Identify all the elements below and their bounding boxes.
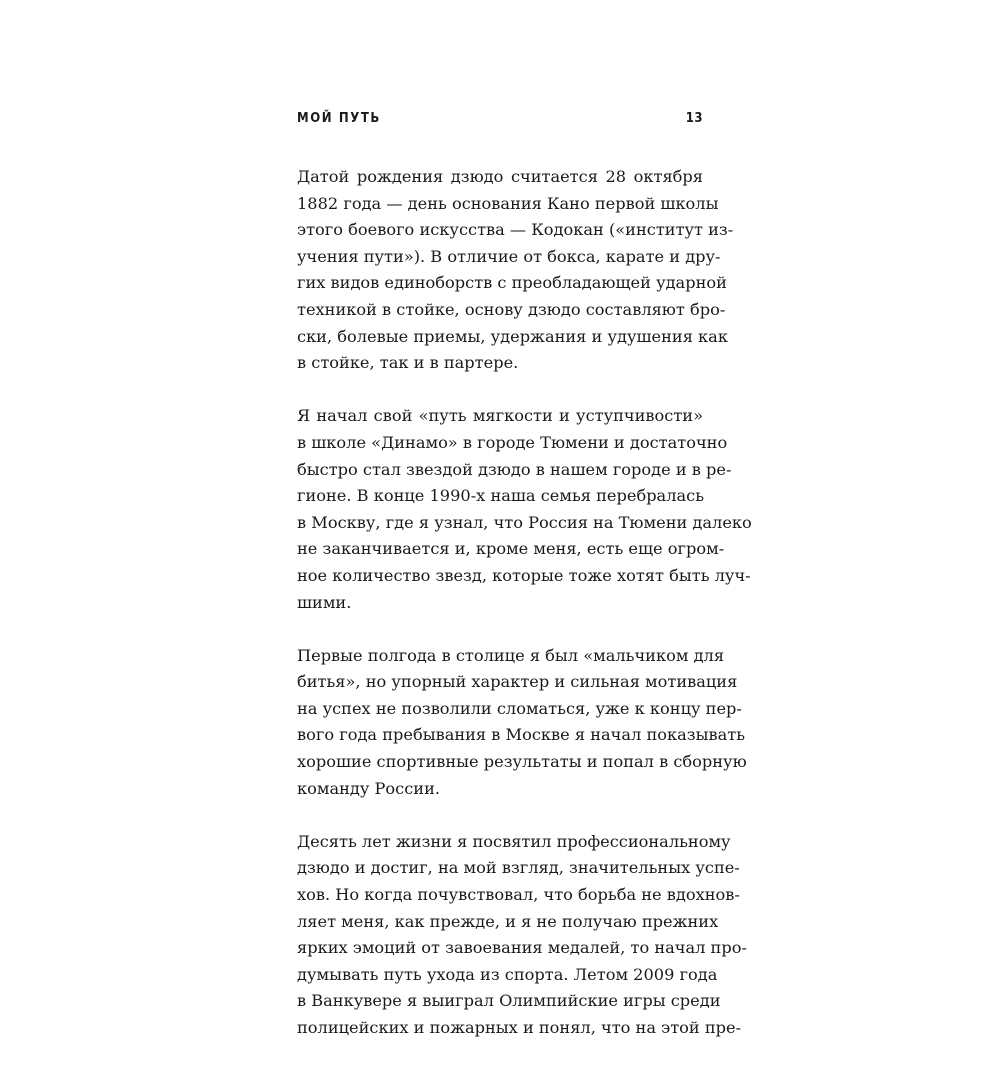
text-line: гионе. В конце 1990-х наша семья перебралась — [297, 486, 705, 506]
running-title: МОЙ ПУТЬ — [297, 111, 381, 126]
text-line: в Москву, где я узнал, что Россия на Тюмени далеко — [297, 512, 752, 532]
text-line: хорошие спортивные результаты и попал в сборную — [297, 752, 747, 772]
running-head — [297, 109, 703, 129]
text-line: Первые полгода в столице я был «мальчиком для — [297, 645, 725, 665]
text-line: хов. Но когда почувствовал, что борьба не вдохнов- — [297, 885, 740, 905]
page-number: 13 — [685, 111, 703, 126]
text-line: Датой рождения дзюдо считается 28 октября — [297, 167, 703, 186]
text-line: в школе «Динамо» в городе Тюмени и достаточно — [297, 432, 728, 452]
text-line: думывать путь ухода из спорта. Летом 2009 года — [297, 964, 718, 984]
text-line: этого боевого искусства — Кодокан («институт из- — [297, 220, 734, 240]
text-line: дзюдо и достиг, на мой взгляд, значительных успе- — [297, 858, 740, 878]
text-line: шими. — [297, 592, 352, 612]
text-line: ски, болевые приемы, удержания и удушения как — [297, 326, 728, 346]
text-line: ное количество звезд, которые тоже хотят быть луч- — [297, 565, 751, 585]
text-line: в Ванкувере я выиграл Олимпийские игры среди — [297, 991, 721, 1011]
paragraph-1 — [297, 164, 734, 377]
text-line: битья», но упорный характер и сильная мотивация — [297, 672, 738, 692]
text-line: Десять лет жизни я посвятил профессиональному — [297, 831, 731, 851]
paragraph-3 — [297, 643, 747, 803]
text-line: техникой в стойке, основу дзюдо составляют бро- — [297, 299, 726, 319]
text-line: Я начал свой «путь мягкости и уступчивости» — [297, 406, 703, 426]
text-line: гих видов единоборств с преобладающей ударной — [297, 273, 727, 293]
text-line: учения пути»). В отличие от бокса, карате и дру- — [297, 246, 721, 266]
text-line: команду России. — [297, 778, 441, 798]
text-line: 1882 года — день основания Кано первой школы — [297, 193, 719, 213]
text-line: ляет меня, как прежде, и я не получаю прежних — [297, 911, 719, 931]
text-line: вого года пребывания в Москве я начал показывать — [297, 725, 746, 745]
text-line: ярких эмоций от завоевания медалей, то начал про- — [297, 938, 747, 958]
text-line: не заканчивается и, кроме меня, есть еще огром- — [297, 539, 725, 559]
body-text — [297, 164, 752, 1068]
paragraph-2 — [297, 403, 752, 616]
text-line: на успех не позволили сломаться, уже к концу пер- — [297, 698, 742, 718]
text-line: быстро стал звездой дзюдо в нашем городе и в ре- — [297, 459, 732, 479]
text-line: в стойке, так и в партере. — [297, 353, 519, 373]
paragraph-4 — [297, 829, 747, 1042]
text-line: полицейских и пожарных и понял, что на этой пре- — [297, 1018, 742, 1037]
